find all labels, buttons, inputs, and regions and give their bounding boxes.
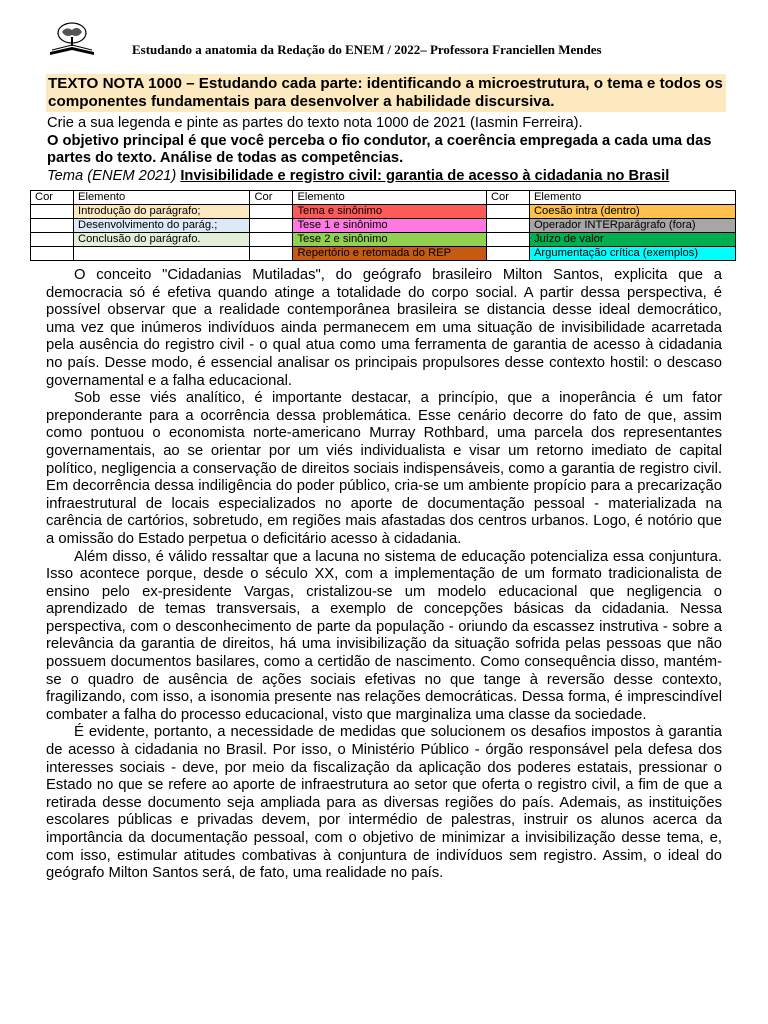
essay-text <box>46 267 722 883</box>
legend-element-label: Introdução do parágrafo; <box>74 205 250 219</box>
legend-row <box>31 205 736 219</box>
essay-paragraph: O conceito "Cidadanias Mutiladas", do geógrafo brasileiro Milton Santos, explicita que a democracia só é efetiva quando atinge a totalidade do corpo social. A partir dessa perspectiva, é possível observar que a realidade contemporânea brasileira se distancia desse ideal democrático, uma vez que inúmeros indivíduos ainda permanecem em uma situação de invisibilidade acarretada pela ausência do registro civil - o qual atua como uma ferramenta de garantia de acesso à cidadania no país. Desse modo, é essencial analisar os principais propulsores desse contexto hostil: o descaso governamental e a falha educacional. <box>46 267 722 389</box>
essay-paragraph: Além disso, é válido ressaltar que a lacuna no sistema de educação potencializa essa conjuntura. Isso acontece porque, desde o século XX, com a implementação de um formato tradicionalista de ensino pelo ex-presidente Vargas, cristalizou-se um modelo educacional que negligencia o aprendizado de temas transversais, a exemplo de concepções básicas da cidadania. Nessa perspectiva, com o desconhecimento de parte da população - oriundo da escassez instrutiva - sobre a relevância da garantia de direitos, há uma invisibilização da situação sofrida pelas pessoas que não possuem documentos basilares, como a certidão de nascimento. Como consequência disso, mantém-se o quadro de ausência de ações sociais efetivas no que tange à reversão desse contexto, fragilizando, com isso, a isonomia presente nas relações democráticas. Dessa forma, é imprescindível combater a falha do processo educacional, visto que marginaliza uma classe da sociedade. <box>46 548 722 723</box>
legend-header-elemento: Elemento <box>529 191 735 205</box>
legend-color-swatch <box>250 233 293 247</box>
intro-theme <box>47 168 727 186</box>
legend-element-label: Argumentação crítica (exemplos) <box>529 247 735 261</box>
legend-color-swatch <box>250 219 293 233</box>
header-title: Estudando a anatomia da Redação do ENEM / 2022– Professora Franciellen Mendes <box>132 42 602 57</box>
essay-paragraph: É evidente, portanto, a necessidade de medidas que solucionem os desafios impostos à garantia de acesso à cidadania no Brasil. Por isso, o Ministério Público - órgão responsável pela defesa dos interesses sociais - deve, por meio da fiscalização da aplicação dos poderes estatais, pressionar o Estado no que se refere ao aporte de infraestrutura ao setor que oferta o registro civil, a fim de que a retirada desse documento seja ampliada para as diversas regiões do país. Ademais, as instituições escolares públicas e privadas devem, por intermédio de palestras, instruir os alunos acerca da importância da documentação pessoal, com o objetivo de minimizar a invisibilização desse tema, e, com isso, estimular atitudes combativas à conjuntura de indivíduos sem registro. Assim, o ideal do geógrafo Milton Santos será, de fato, uma realidade no país. <box>46 724 722 882</box>
page-header <box>44 22 734 60</box>
legend-row <box>31 233 736 247</box>
legend-row <box>31 219 736 233</box>
legend-header-elemento: Elemento <box>293 191 486 205</box>
legend-element-label: Desenvolvimento do parág.; <box>74 219 250 233</box>
theme-title: Invisibilidade e registro civil: garantia de acesso à cidadania no Brasil <box>180 167 670 184</box>
legend-header-row <box>31 191 736 205</box>
main-title: TEXTO NOTA 1000 – Estudando cada parte: identificando a microestrutura, o tema e todos os componentes fundamentais para desenvolver a habilidade discursiva. <box>46 74 726 112</box>
legend-color-swatch <box>31 219 74 233</box>
legend-element-label: Coesão intra (dentro) <box>529 205 735 219</box>
theme-label: Tema (ENEM 2021) <box>47 167 177 184</box>
legend-header-cor: Cor <box>486 191 529 205</box>
legend-element-label: Operador INTERparágrafo (fora) <box>529 219 735 233</box>
legend-color-swatch <box>486 233 529 247</box>
tree-book-logo-icon <box>44 22 100 58</box>
legend-element-label: Juízo de valor <box>529 233 735 247</box>
legend-color-swatch <box>486 219 529 233</box>
legend-color-swatch <box>486 247 529 261</box>
legend-element-label: Repertório e retomada do REP <box>293 247 486 261</box>
legend-element-label: Tese 2 e sinônimo <box>293 233 486 247</box>
intro-objective: O objetivo principal é que você perceba o fio condutor, a coerência empregada a cada uma das partes do texto. Análise de todas as competências. <box>47 132 712 167</box>
legend-header-elemento: Elemento <box>74 191 250 205</box>
intro-block <box>47 115 727 185</box>
essay-paragraph: Sob esse viés analítico, é importante destacar, a princípio, que a inoperância é um fator preponderante para a ocorrência dessa problemática. Esse cenário decorre do fato de que, assim como pontuou o economista norte-americano Murray Rothbard, uma parcela dos representantes governamentais, ao se orientar por um viés individualista e visar um retorno imediato de capital político, negligencia a conservação de direitos sociais indispensáveis, como a garantia de registro civil. Em decorrência dessa indiligência do poder público, cria-se um ambiente propício para a precarização infraestrutural de locais especializados no aporte de documentação pessoal - materializada na carência de cartórios, sobretudo, em regiões mais afastadas dos centros urbanos. Logo, é notório que a omissão do Estado perpetua o deficitário acesso à cidadania. <box>46 390 722 547</box>
legend-color-swatch <box>31 247 74 261</box>
intro-instruction: Crie a sua legenda e pinte as partes do texto nota 1000 de 2021 (Iasmin Ferreira). <box>47 115 583 131</box>
legend-header-cor: Cor <box>31 191 74 205</box>
legend-color-swatch <box>486 205 529 219</box>
legend-color-swatch <box>250 247 293 261</box>
legend-element-label: Conclusão do parágrafo. <box>74 233 250 247</box>
legend-color-swatch <box>31 233 74 247</box>
legend-color-swatch <box>31 205 74 219</box>
legend-element-label: Tema e sinônimo <box>293 205 486 219</box>
legend-row <box>31 247 736 261</box>
legend-element-label <box>74 247 250 261</box>
legend-color-swatch <box>250 205 293 219</box>
legend-element-label: Tese 1 e sinônimo <box>293 219 486 233</box>
legend-header-cor: Cor <box>250 191 293 205</box>
color-legend-table <box>30 190 736 261</box>
